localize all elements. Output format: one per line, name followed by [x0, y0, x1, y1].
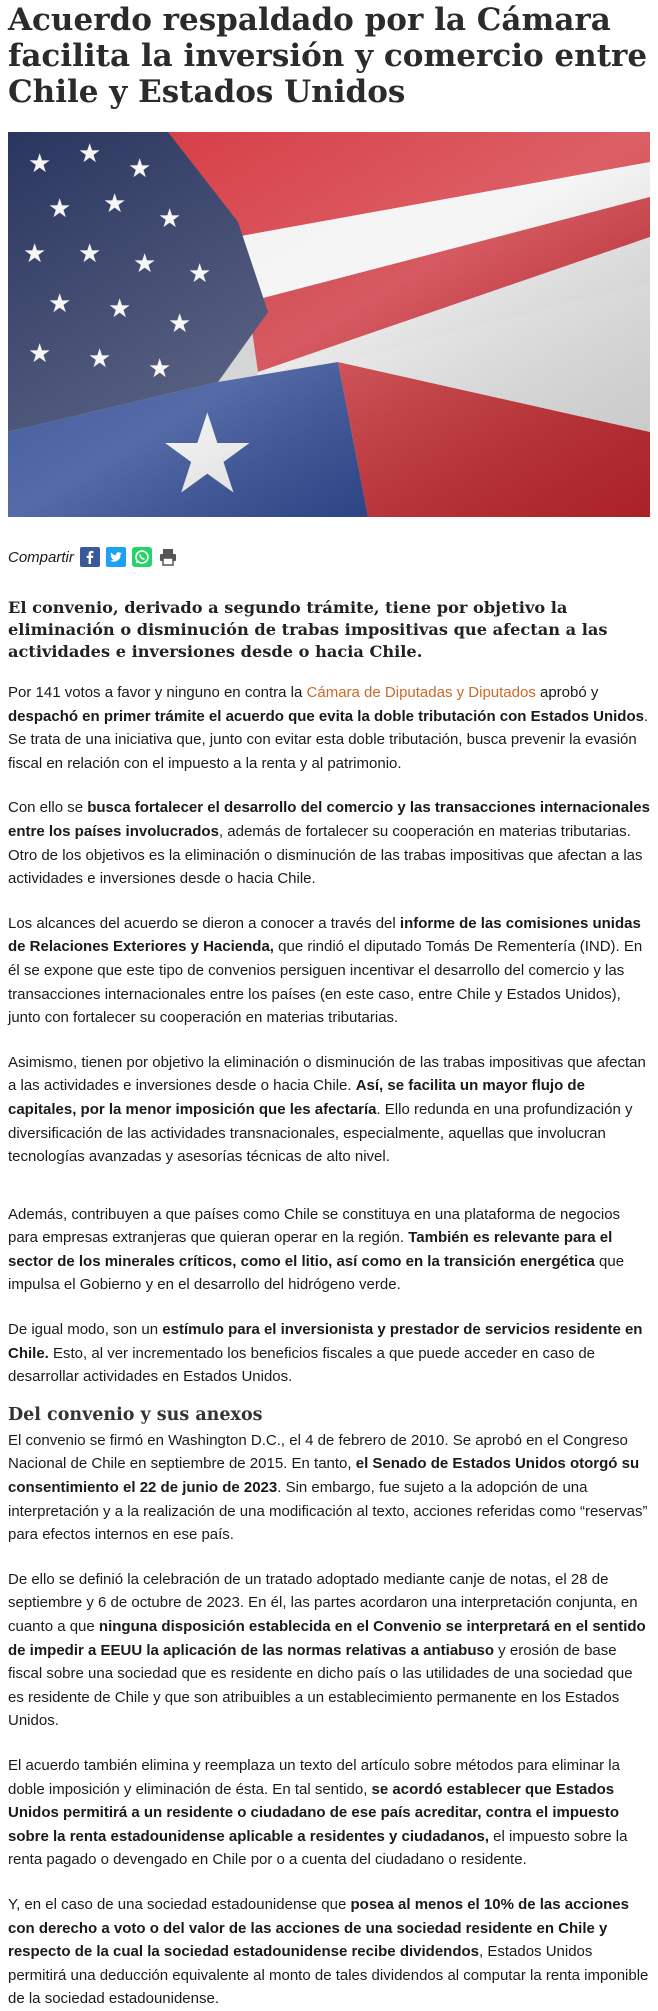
camara-link[interactable]: Cámara de Diputadas y Diputados — [306, 684, 536, 701]
paragraph-8: De ello se definió la celebración de un tratado adoptado mediante canje de notas, el 28 de septiembre y 6 de octubre de 2023. En él, las partes acordaron una interpretación conjunta, en cuanto a que ninguna disposición establecida en el Convenio se interpretará en el sentido de impedir a EEUU la aplicación de las normas relativas a antiabuso y erosión de base fiscal sobre una sociedad que es residente en dicho país o las utilidades de una sociedad que es residente de Chile y que son atribuibles a un establecimiento permanente en los Estados Unidos. — [8, 1570, 646, 1730]
paragraph-4: Asimismo, tienen por objetivo la eliminación o disminución de las trabas impositivas que afectan a las actividades e inversiones desde o hacia Chile. Así, se facilita un mayor flujo de capitales, por la menor imposición que les afectaría. Ello redunda en una profundización y diversificación de las actividades transnacionales, especialmente, aquellas que involucran tecnologías avanzadas y asesorías técnicas de alto nivel. — [8, 1053, 646, 1166]
paragraph-10: Y, en el caso de una sociedad estadounidense que posea al menos el 10% de las acciones con derecho a voto o del valor de las acciones de una sociedad residente en Chile y respecto de la cual la sociedad estadounidense recibe dividendos, Estados Unidos permitirá una deducción equivalente al monto de tales dividendos al computar la renta imponible de la sociedad estadounidense. — [8, 1895, 649, 2008]
paragraph-6: De igual modo, son un estímulo para el inversionista y prestador de servicios residente en Chile. Esto, al ver incrementado los beneficios fiscales a que puede acceder en caso de desarrollar actividades en Estados Unidos. — [8, 1321, 643, 1386]
paragraph-1: Por 141 votos a favor y ninguno en contra la Cámara de Diputadas y Diputados aprobó y despachó en primer trámite el acuerdo que evita la doble tributación con Estados Unidos. Se trata de una iniciativa que, junto con evitar esta doble tributación, busca prevenir la evasión fiscal en relación con el impuesto a la renta y al patrimonio. — [8, 684, 649, 772]
hero-image-us-chile-flags — [8, 132, 650, 517]
section-heading: Del convenio y sus anexos — [8, 1404, 263, 1425]
paragraph-3: Los alcances del acuerdo se dieron a conocer a través del informe de las comisiones unidas de Relaciones Exteriores y Hacienda, que rindió el diputado Tomás De Rementería (IND). En él se expone que este tipo de convenios persiguen incentivar el desarrollo del comercio y las transacciones internacionales entre los países (en este caso, entre Chile y Estados Unidos), junto con fortalecer su cooperación en materias tributarias. — [8, 914, 643, 1027]
paragraph-7: El convenio se firmó en Washington D.C., el 4 de febrero de 2010. Se aprobó en el Congreso Nacional de Chile en septiembre de 2015. En tanto, el Senado de Estados Unidos otorgó su consentimiento el 22 de junio de 2023. Sin embargo, fue sujeto a la adopción de una interpretación y a la realización de una modificación al texto, acciones referidas como “reservas” para efectos internos en ese país. — [8, 1431, 648, 1544]
share-label: Compartir — [8, 548, 74, 566]
twitter-icon[interactable] — [106, 547, 126, 567]
facebook-icon[interactable] — [80, 547, 100, 567]
article-title: Acuerdo respaldado por la Cámara facilita la inversión y comercio entre Chile y Estados Unidos — [8, 2, 648, 110]
article-lead: El convenio, derivado a segundo trámite, tiene por objetivo la eliminación o disminución de trabas impositivas que afectan a las actividades e inversiones desde o hacia Chile. — [8, 598, 608, 661]
whatsapp-icon[interactable] — [132, 547, 152, 567]
share-bar — [8, 546, 650, 568]
print-icon[interactable] — [158, 547, 178, 567]
paragraph-9: El acuerdo también elimina y reemplaza un texto del artículo sobre métodos para eliminar la doble imposición y eliminación de ésta. En tal sentido, se acordó establecer que Estados Unidos permitirá a un residente o ciudadano de ese país acreditar, contra el impuesto sobre la renta estadounidense aplicable a residentes y ciudadanos, el impuesto sobre la renta pagado o devengado en Chile por o a cuenta del ciudadano o residente. — [8, 1756, 628, 1869]
paragraph-5: Además, contribuyen a que países como Chile se constituya en una plataforma de negocios para empresas extranjeras que quieran operar en la región. También es relevante para el sector de los minerales críticos, como el litio, así como en la transición energética que impulsa el Gobierno y en el desarrollo del hidrógeno verde. — [8, 1205, 625, 1294]
article — [0, 2, 658, 2011]
paragraph-2: Con ello se busca fortalecer el desarrollo del comercio y las transacciones internacionales entre los países involucrados, además de fortalecer su cooperación en materias tributarias. Otro de los objetivos es la eliminación o disminución de las trabas impositivas que afectan a las actividades e inversiones desde o hacia Chile. — [8, 799, 650, 888]
